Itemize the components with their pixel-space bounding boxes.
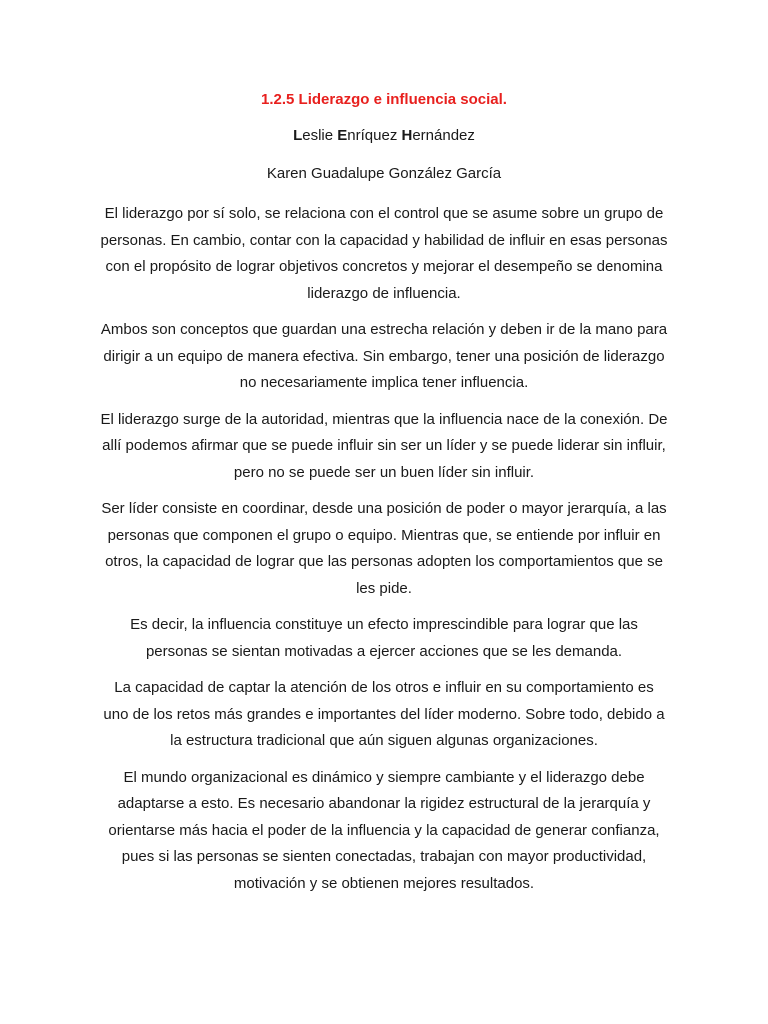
paragraph-3: El liderazgo surge de la autoridad, mientras que la influencia nace de la conexión. De allí podemos afirmar que se puede influir sin ser un líder y se puede liderar sin influir, pero no se puede ser un buen líder sin influir. [100, 410, 668, 481]
author-1-initial-e: E [337, 127, 348, 144]
author-1-initial-h: H [401, 127, 413, 144]
paragraph-7: El mundo organizacional es dinámico y siempre cambiante y el liderazgo debe adaptarse a esto. Es necesario abandonar la rigidez estructural de la jerarquía y orientarse más hacia el poder de la influencia y la capacidad de generar confianza, pues si las personas se sienten conectadas, trabajan con mayor productividad, motivación y se obtienen mejores resultados. [108, 768, 660, 892]
paragraph-2: Ambos son conceptos que guardan una estrecha relación y deben ir de la mano para dirigir a un equipo de manera efectiva. Sin embargo, tener una posición de liderazgo no necesariamente implica tener influencia. [100, 321, 668, 391]
paragraph-6: La capacidad de captar la atención de los otros e influir en su comportamiento es uno de los retos más grandes e importantes del líder moderno. Sobre todo, debido a la estructura tradicional que aún siguen algunas organizaciones. [103, 679, 665, 749]
document-title: 1.2.5 Liderazgo e influencia social. [261, 91, 507, 108]
author-1-initial-l: L [293, 127, 303, 144]
author-2: Karen Guadalupe González García [266, 165, 502, 182]
paragraph-1: El liderazgo por sí solo, se relaciona con el control que se asume sobre un grupo de personas. En cambio, contar con la capacidad y habilidad de influir en esas personas con el propósito de lograr objetivos concretos y mejorar el desempeño se denomina liderazgo de influencia. [100, 205, 668, 302]
paragraph-4: Ser líder consiste en coordinar, desde una posición de poder o mayor jerarquía, a las personas que componen el grupo o equipo. Mientras que, se entiende por influir en otros, la capacidad de lograr que las personas adopten los comportamientos que se les pide. [101, 500, 667, 597]
author-1 [100, 125, 668, 147]
paragraph-5: Es decir, la influencia constituye un efecto imprescindible para lograr que las personas se sientan motivadas a ejercer acciones que se les demanda. [130, 616, 638, 660]
author-1-part: eslie [302, 127, 338, 144]
author-1-part: nríquez [347, 127, 402, 144]
author-1-part: ernández [412, 127, 475, 144]
